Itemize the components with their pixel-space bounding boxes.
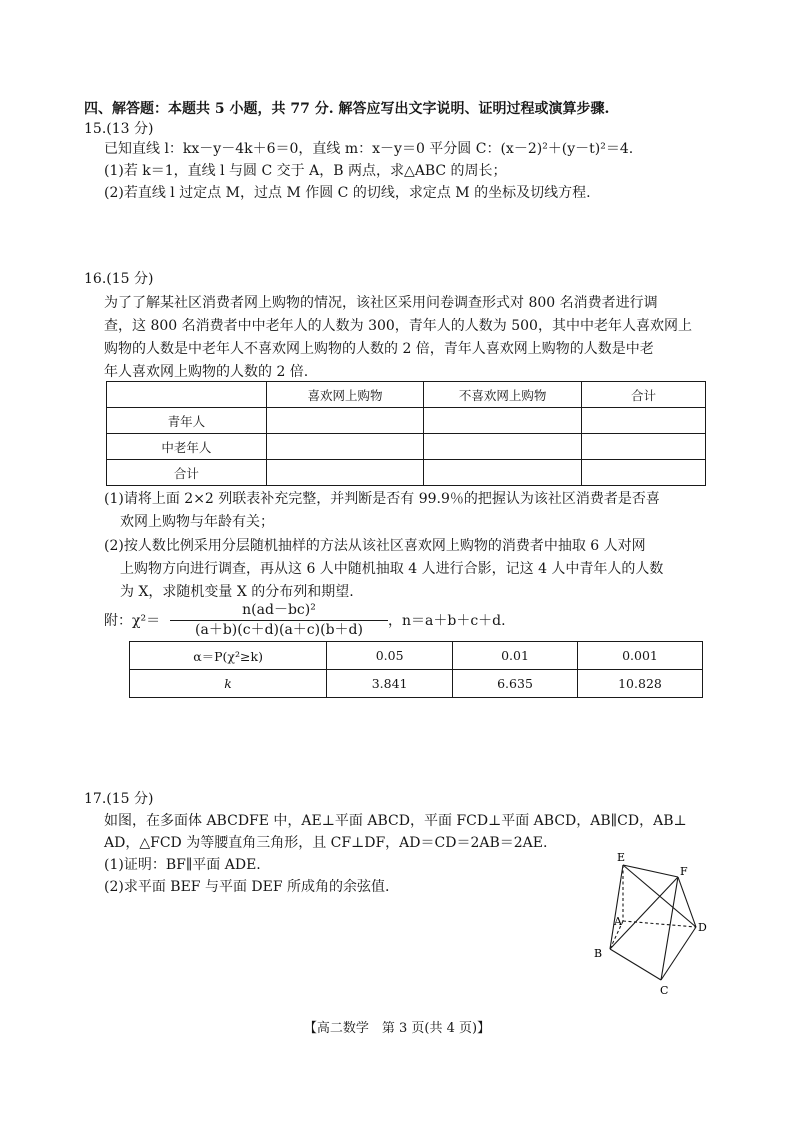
table-cell (424, 408, 582, 434)
q16-part2-cont: 上购物方向进行调查，再从这 6 人中随机抽取 4 人进行合影，记这 4 人中青年人的人数 (120, 561, 664, 577)
formula-prefix: 附：χ²＝ (104, 613, 161, 629)
table-row-label: 合计 (107, 460, 267, 486)
table-cell (424, 460, 582, 486)
q16-part1-cont: 欢网上购物与年龄有关； (120, 514, 274, 530)
table-header-cell: 合计 (582, 382, 706, 408)
q16-para-line: 查，这 800 名消费者中中老年人的人数为 300，青年人的人数为 500，其中中老年人喜欢网上 (104, 318, 692, 334)
q15-number: 15.(13 分) (84, 121, 154, 137)
table-cell (266, 408, 424, 434)
table-header-cell (107, 382, 267, 408)
q16-para-line: 为了了解某社区消费者网上购物的情况，该社区采用问卷调查形式对 800 名消费者进行调 (104, 295, 658, 311)
vertex-label-A: A (614, 915, 622, 928)
section-heading: 四、解答题：本题共 5 小题，共 77 分. 解答应写出文字说明、证明过程或演算步骤. (84, 101, 610, 117)
fraction-bar (170, 620, 388, 621)
vertex-label-B: B (594, 947, 603, 960)
edge-CD (661, 927, 696, 980)
edge-BC (610, 949, 661, 980)
vertex-label-D: D (698, 921, 707, 934)
ref-table-cell: 0.01 (453, 642, 578, 670)
table-row-label: 青年人 (107, 408, 267, 434)
q17-number: 17.(15 分) (84, 791, 154, 807)
table-cell (582, 408, 706, 434)
formula-suffix: ，n＝a＋b＋c＋d. (388, 613, 506, 629)
q17-part1: (1)证明：BF∥平面 ADE. (104, 857, 261, 873)
page-footer: 【高二数学 第 3 页(共 4 页)】 (303, 1021, 491, 1036)
vertex-label-F: F (680, 865, 688, 878)
ref-table-cell: 3.841 (327, 670, 453, 698)
vertex-label-C: C (660, 984, 669, 997)
q16-part2: (2)按人数比例采用分层随机抽样的方法从该社区喜欢网上购物的消费者中抽取 6 人对网 (104, 538, 646, 554)
ref-table-cell: 0.001 (577, 642, 702, 670)
ref-table-cell: 6.635 (453, 670, 578, 698)
vertex-label-E: E (617, 851, 626, 864)
q17-part2: (2)求平面 BEF 与平面 DEF 所成角的余弦值. (104, 879, 390, 895)
q16-number: 16.(15 分) (84, 271, 154, 287)
table-cell (424, 434, 582, 460)
q16-part2-cont: 为 X，求随机变量 X 的分布列和期望. (120, 584, 354, 600)
q15-part1: (1)若 k＝1，直线 l 与圆 C 交于 A，B 两点，求△ABC 的周长； (104, 163, 507, 179)
q17-stem-line1: 如图，在多面体 ABCDFE 中，AE⊥平面 ABCD，平面 FCD⊥平面 ABCD，AB∥CD，AB⊥ (104, 813, 687, 829)
ref-table-label: k (130, 670, 327, 698)
formula-denominator: (a＋b)(c＋d)(a＋c)(b＋d) (195, 622, 363, 638)
q15-part2: (2)若直线 l 过定点 M，过点 M 作圆 C 的切线，求定点 M 的坐标及切线方程. (104, 185, 591, 201)
q15-stem: 已知直线 l：kx－y－4k＋6＝0，直线 m：x－y＝0 平分圆 C：(x－2)²＋(y－t)²＝4. (104, 141, 634, 157)
table-row-label: 中老年人 (107, 434, 267, 460)
table-cell (582, 434, 706, 460)
q16-para-line: 购物的人数是中老年人不喜欢网上购物的人数的 2 倍，青年人喜欢网上购物的人数是中老 (104, 341, 654, 357)
table-cell (582, 460, 706, 486)
edge-EF (623, 865, 678, 877)
table-header-cell: 不喜欢网上购物 (424, 382, 582, 408)
q17-stem-line2: AD，△FCD 为等腰直角三角形，且 CF⊥DF，AD＝CD＝2AB＝2AE. (104, 835, 548, 851)
contingency-table (106, 381, 706, 486)
formula-numerator: n(ad－bc)² (242, 602, 316, 618)
critical-value-table (129, 641, 703, 698)
ref-table-cell: 10.828 (577, 670, 702, 698)
edge-EB (610, 865, 623, 949)
ref-table-cell: 0.05 (327, 642, 453, 670)
table-cell (266, 434, 424, 460)
q16-part1: (1)请将上面 2×2 列联表补充完整，并判断是否有 99.9％的把握认为该社区消费者是否喜 (104, 491, 660, 507)
table-cell (266, 460, 424, 486)
ref-table-label: α＝P(χ²≥k) (130, 642, 327, 670)
table-header-cell: 喜欢网上购物 (266, 382, 424, 408)
polyhedron-figure (590, 845, 720, 997)
q16-para-line: 年人喜欢网上购物的人数的 2 倍. (104, 364, 309, 380)
